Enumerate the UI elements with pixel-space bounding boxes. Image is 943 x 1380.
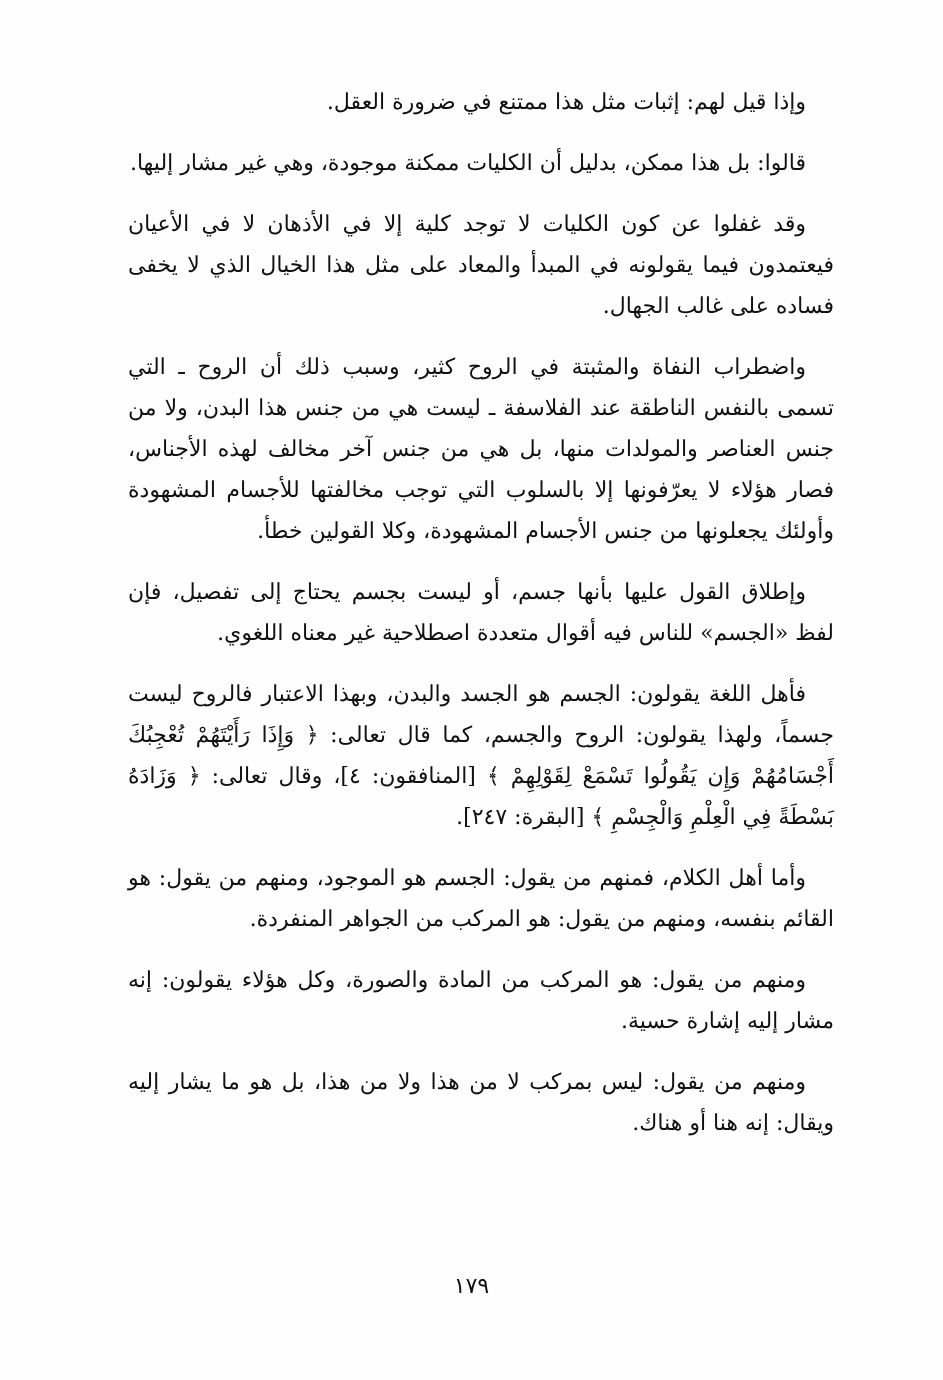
paragraph-8: ومنهم من يقول: هو المركب من المادة والصورة، وكل هؤلاء يقولون: إنه مشار إليه إشارة حسية. xyxy=(128,968,834,1034)
paragraph-9: ومنهم من يقول: ليس بمركب لا من هذا ولا من هذا، بل هو ما يشار إليه ويقال: إنه هنا أو هناك. xyxy=(128,1070,834,1136)
paragraph-1: وإذا قيل لهم: إثبات مثل هذا ممتنع في ضرورة العقل. xyxy=(326,90,806,115)
paragraph-5: وإطلاق القول عليها بأنها جسم، أو ليست بجسم يحتاج إلى تفصيل، فإن لفظ «الجسم» للناس فيه أقوال متعددة اصطلاحية غير معناه اللغوي. xyxy=(128,580,834,646)
page-body-text xyxy=(128,82,834,1164)
paragraph-3: وقد غفلوا عن كون الكليات لا توجد كلية إلا في الأذهان لا في الأعيان فيعتمدون فيما يقولونه في المبدأ والمعاد على مثل هذا الخيال الذي لا يخفى فساده على غالب الجهال. xyxy=(128,212,834,319)
paragraph-7: وأما أهل الكلام، فمنهم من يقول: الجسم هو الموجود، ومنهم من يقول: هو القائم بنفسه، ومنهم من يقول: هو المركب من الجواهر المنفردة. xyxy=(128,866,834,932)
paragraph-4: واضطراب النفاة والمثبتة في الروح كثير، وسبب ذلك أن الروح ـ التي تسمى بالنفس الناطقة عند الفلاسفة ـ ليست هي من جنس هذا البدن، ولا من جنس العناصر والمولدات منها، بل هي من جنس آخر مخالف لهذه الأجناس، فصار هؤلاء لا يعرّفونها إلا بالسلوب التي توجب مخالفتها للأجسام المشهودة وأولئك يجعلونها من جنس الأجسام المشهودة، وكلا القولين خطأ. xyxy=(128,355,834,544)
paragraph-6: فأهل اللغة يقولون: الجسم هو الجسد والبدن، وبهذا الاعتبار فالروح ليست جسماً، ولهذا يقولون: الروح والجسم، كما قال تعالى: ﴿ وَإِذَا رَأَيْتَهُمْ تُعْجِبُكَ أَجْسَامُهُمْ وَإِن يَقُولُوا تَسْمَعْ لِقَوْلِهِمْ ﴾ [المنافقون: ٤]، وقال تعالى: ﴿ وَزَادَهُ بَسْطَةً فِي الْعِلْمِ وَالْجِسْمِ ﴾ [البقرة: ٢٤٧]. xyxy=(128,682,834,830)
paragraph-2: قالوا: بل هذا ممكن، بدليل أن الكليات ممكنة موجودة، وهي غير مشار إليها. xyxy=(129,151,806,176)
page-number: ١٧٩ xyxy=(453,1274,490,1299)
